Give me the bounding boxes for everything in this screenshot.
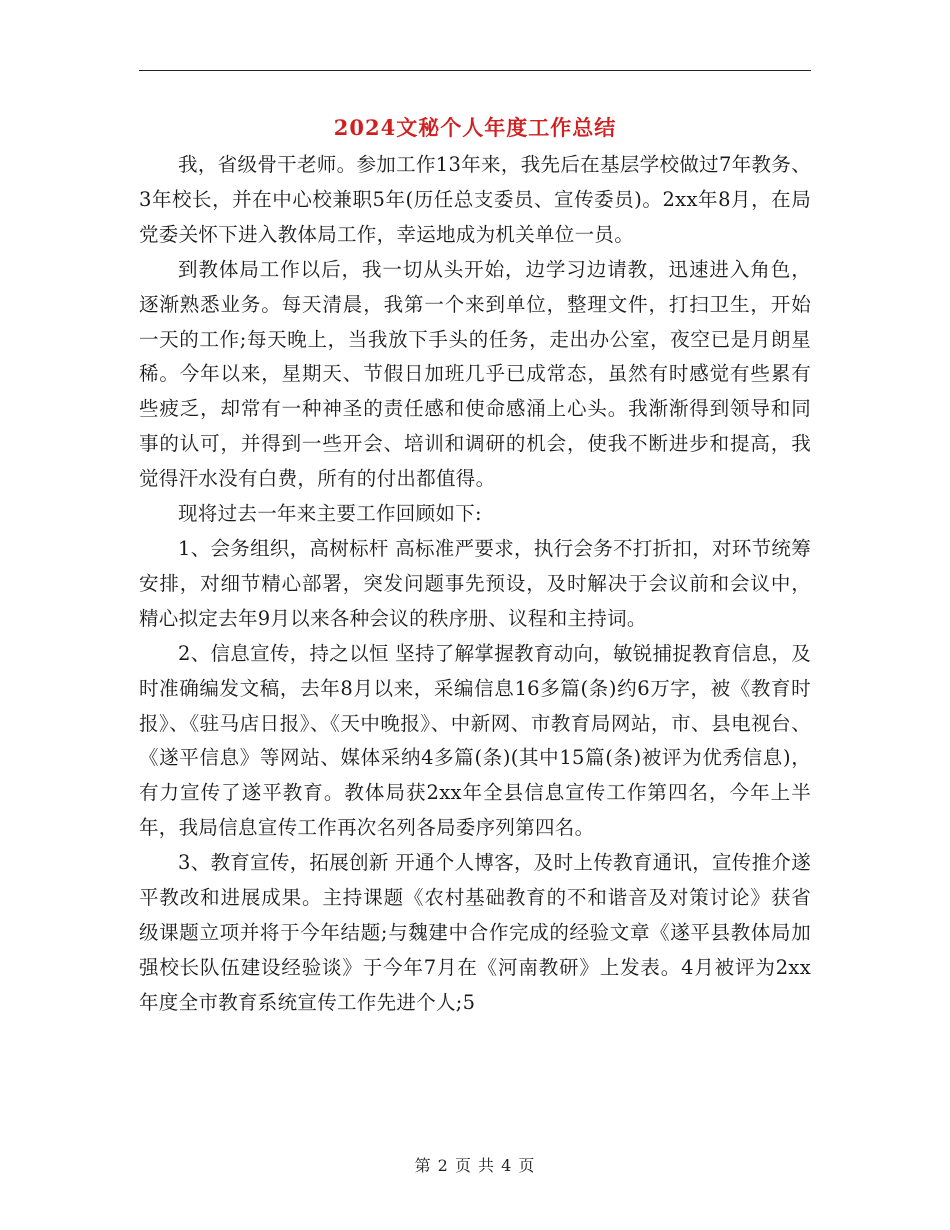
paragraph-item-3: 3、教育宣传，拓展创新 开通个人博客，及时上传教育通讯，宣传推介遂平教改和进展成果。主持课题《农村基础教育的不和谐音及对策讨论》获省级课题立项并将于今年结题;与魏建中合作完成的经验文章《遂平县教体局加强校长队伍建设经验谈》于今年7月在《河南教研》上发表。4月被评为2xx年度全市教育系统宣传工作先进个人;5 <box>139 851 812 1014</box>
header-rule <box>139 70 811 71</box>
paragraph-item-1: 1、会务组织，高树标杆 高标准严要求，执行会务不打折扣，对环节统筹安排，对细节精心部署，突发问题事先预设，及时解决于会议前和会议中，精心拟定去年9月以来各种会议的秩序册、议程和主持词。 <box>139 536 812 630</box>
page-number: 第 2 页 共 4 页 <box>414 1156 536 1175</box>
paragraph-item-2: 2、信息宣传，持之以恒 坚持了解掌握教育动向，敏锐捕捉教育信息，及时准确编发文稿，去年8月以来，采编信息16多篇(条)约6万字，被《教育时报》、《驻马店日报》、《天中晚报》、中新网、市教育局网站，市、县电视台、《遂平信息》等网站、媒体采纳4多篇(条)(其中15篇(条)被评为优秀信息)，有力宣传了遂平教育。教体局获2xx年全县信息宣传工作第四名，今年上半年，我局信息宣传工作再次名列各局委序列第四名。 <box>139 641 812 840</box>
paragraph-review-lead: 现将过去一年来主要工作回顾如下: <box>178 502 482 526</box>
document-title: 2024文秘个人年度工作总结 <box>333 115 617 140</box>
document-body <box>139 148 811 1021</box>
paragraph-intro: 我，省级骨干老师。参加工作13年来，我先后在基层学校做过7年教务、3年校长，并在中心校兼职5年(历任总支委员、宣传委员)。2xx年8月，在局党委关怀下进入教体局工作，幸运地成为机关单位一员。 <box>139 153 811 246</box>
paragraph-work-start: 到教体局工作以后，我一切从头开始，边学习边请教，迅速进入角色，逐渐熟悉业务。每天清晨，我第一个来到单位，整理文件，打扫卫生，开始一天的工作;每天晚上，当我放下手头的任务，走出办公室，夜空已是月朗星稀。今年以来，星期天、节假日加班几乎已成常态，虽然有时感觉有些累有些疲乏，却常有一种神圣的责任感和使命感涌上心头。我渐渐得到领导和同事的认可，并得到一些开会、培训和调研的机会，使我不断进步和提高，我觉得汗水没有白费，所有的付出都值得。 <box>139 257 811 491</box>
